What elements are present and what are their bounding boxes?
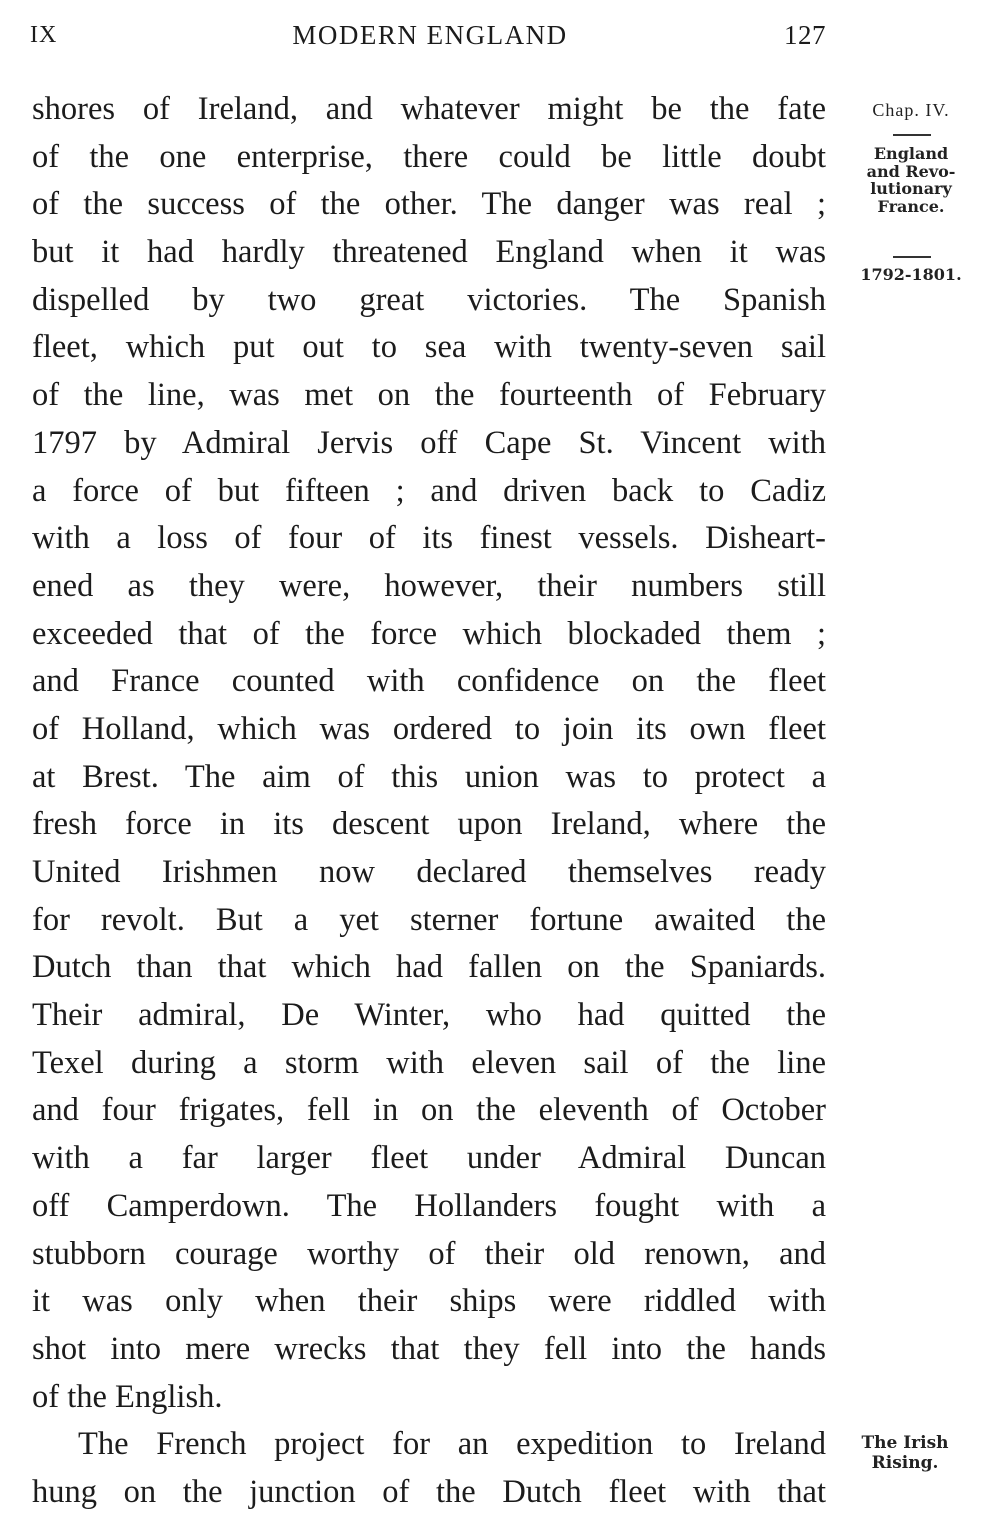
text-line: Texel during a storm with eleven sail of the line — [32, 1044, 826, 1081]
text-line: shores of Ireland, and whatever might be the fate — [32, 91, 826, 127]
margin-chapter-label: Chap. IV. — [872, 100, 950, 120]
text-line: 1797 by Admiral Jervis off Cape St. Vincent with — [32, 424, 826, 461]
text-line: United Irishmen now declared themselves ready — [32, 854, 826, 890]
margin-topic-line: England — [873, 144, 949, 163]
margin-topic-line: lutionary — [870, 179, 952, 198]
text-line: of the success of the other. The danger was real ; — [32, 186, 826, 223]
text-line: it was only when their ships were riddled with — [32, 1283, 826, 1320]
text-line: exceeded that of the force which blockaded them ; — [32, 615, 826, 652]
text-line: of the English. — [32, 1378, 223, 1415]
body-text — [32, 86, 826, 1517]
text-line: dispelled by two great victories. The Spanish — [32, 281, 826, 318]
running-title: MODERN ENGLAND — [292, 20, 568, 50]
margin-topic-note — [846, 145, 976, 215]
text-line: and France counted with confidence on the fleet — [32, 663, 826, 700]
text-line: Their admiral, De Winter, who had quitted the — [32, 997, 826, 1034]
margin-rule — [893, 256, 931, 258]
running-header — [30, 18, 830, 58]
text-line: fleet, which put out to sea with twenty-seven sail — [32, 329, 826, 366]
text-line: for revolt. But a yet sterner fortune awaited the — [32, 901, 826, 938]
page-number: 127 — [784, 20, 826, 50]
margin-irish-line: Rising. — [871, 1453, 939, 1473]
text-line: with a loss of four of its finest vessels. Disheart- — [32, 520, 826, 557]
text-line: of the one enterprise, there could be little doubt — [32, 138, 826, 175]
text-line: stubborn courage worthy of their old renown, and — [32, 1235, 826, 1272]
text-line: and four frigates, fell in on the eleventh of October — [32, 1092, 826, 1129]
text-line: ened as they were, however, their numbers still — [32, 567, 826, 604]
margin-rule — [893, 134, 931, 136]
text-line: shot into mere wrecks that they fell into the hands — [32, 1330, 826, 1367]
text-line: a force of but fifteen ; and driven back to Cadiz — [32, 472, 826, 509]
text-line: The French project for an expedition to Ireland — [78, 1426, 826, 1463]
text-line: hung on the junction of the Dutch fleet with that — [32, 1473, 826, 1510]
text-line: Dutch than that which had fallen on the Spaniards. — [32, 949, 826, 986]
margin-topic-line: and Revo- — [866, 161, 956, 181]
text-line: of Holland, which was ordered to join its own fleet — [32, 710, 826, 747]
margin-irish-line: The Irish — [861, 1433, 949, 1453]
margin-irish-note — [846, 1433, 964, 1473]
margin-topic-line: France. — [877, 196, 945, 216]
text-line: off Camperdown. The Hollanders fought with a — [32, 1187, 826, 1224]
text-line: with a far larger fleet under Admiral Duncan — [32, 1140, 826, 1177]
text-line: at Brest. The aim of this union was to protect a — [32, 758, 826, 795]
margin-dates: 1792-1801. — [860, 265, 962, 284]
text-line: but it had hardly threatened England when it was — [32, 234, 826, 271]
text-line: of the line, was met on the fourteenth of February — [32, 377, 826, 414]
text-line: fresh force in its descent upon Ireland, where the — [32, 806, 826, 843]
signature-mark: IX — [30, 22, 58, 48]
